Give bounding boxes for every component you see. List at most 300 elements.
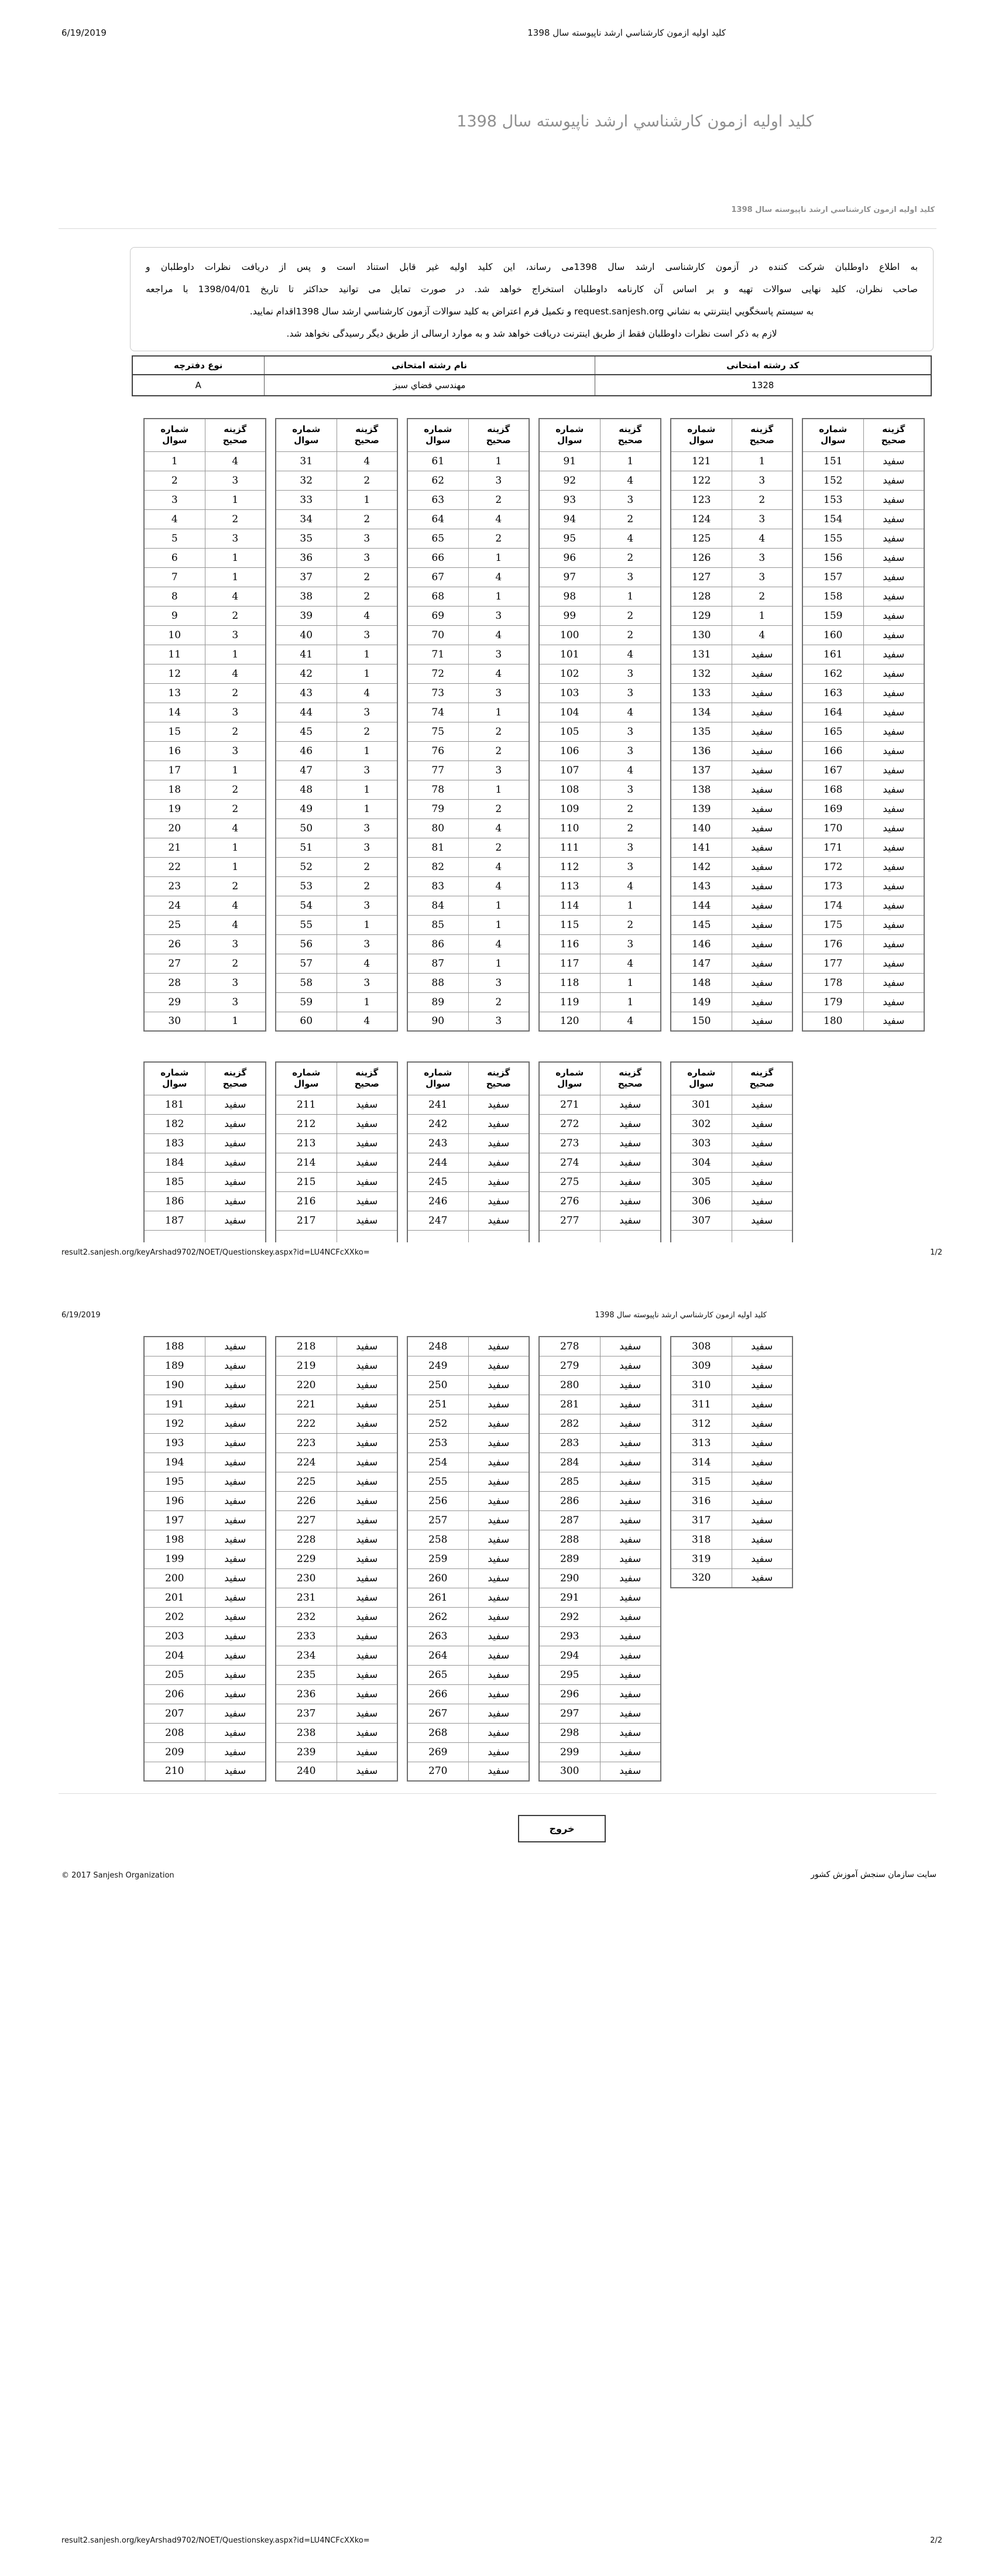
correct-option: 4 [337,606,397,625]
question-number: 31 [276,451,337,471]
correct-option: سفید [863,857,924,876]
answer-col-header: گزینه صحیح [205,1062,266,1095]
exam-name-value: مهندسي فضاي سبز [264,375,595,396]
correct-option: سفید [205,1433,266,1453]
question-number: 212 [276,1114,337,1133]
question-number: 140 [671,818,732,838]
question-number: 225 [276,1472,337,1491]
question-number: 206 [144,1684,205,1704]
question-number: 252 [407,1414,468,1433]
question-number: 216 [276,1191,337,1211]
question-number: 169 [802,799,863,818]
correct-option: سفید [732,703,792,722]
question-number: 237 [276,1704,337,1723]
question-number: 153 [802,490,863,509]
question-number: 74 [407,703,468,722]
correct-option: 1 [732,606,792,625]
question-number: 49 [276,799,337,818]
question-col-header: شماره سوال [671,419,732,451]
question-number: 203 [144,1626,205,1646]
correct-option: 1 [205,838,266,857]
correct-option: 3 [205,529,266,548]
correct-option: 1 [205,567,266,587]
question-number: 133 [671,683,732,703]
correct-option: 3 [337,548,397,567]
correct-option: سفید [732,1395,792,1414]
question-number: 160 [802,625,863,645]
correct-option: 4 [468,625,529,645]
correct-option: 2 [600,625,661,645]
exit-button[interactable]: خروج [518,1815,606,1842]
correct-option: سفید [468,1375,529,1395]
correct-option: سفید [600,1433,661,1453]
answer-table-121-150 [670,418,793,1032]
correct-option: سفید [600,1607,661,1626]
question-number: 208 [144,1723,205,1742]
question-number: 40 [276,625,337,645]
correct-option: 3 [732,471,792,490]
question-number: 314 [671,1453,732,1472]
correct-option: سفید [337,1607,397,1626]
question-number: 35 [276,529,337,548]
correct-option: 1 [205,761,266,780]
question-number: 105 [539,722,600,741]
question-number: 75 [407,722,468,741]
answer-table-31-60 [275,418,398,1032]
correct-option: 2 [205,683,266,703]
question-number: 291 [539,1588,600,1607]
correct-option: 3 [600,741,661,761]
correct-option: 3 [600,490,661,509]
question-number: 99 [539,606,600,625]
question-number: 177 [802,954,863,973]
correct-option: 3 [205,741,266,761]
correct-option: 3 [205,992,266,1012]
question-number: 142 [671,857,732,876]
correct-option: 1 [468,954,529,973]
correct-option: 4 [468,818,529,838]
question-number: 242 [407,1114,468,1133]
question-number [276,1230,337,1242]
correct-option: 2 [337,471,397,490]
question-number: 299 [539,1742,600,1762]
question-number: 78 [407,780,468,799]
correct-option: 3 [337,838,397,857]
question-number: 139 [671,799,732,818]
question-number: 46 [276,741,337,761]
question-number: 12 [144,664,205,683]
correct-option: سفید [337,1375,397,1395]
question-number: 167 [802,761,863,780]
question-number: 157 [802,567,863,587]
correct-option: 4 [600,529,661,548]
answer-table-61-90 [407,418,530,1032]
question-number: 229 [276,1549,337,1568]
question-number: 102 [539,664,600,683]
correct-option: سفید [863,1012,924,1031]
question-number: 226 [276,1491,337,1510]
question-number: 4 [144,509,205,529]
correct-option: سفید [863,992,924,1012]
question-number: 114 [539,896,600,915]
question-number: 273 [539,1133,600,1153]
correct-option: سفید [600,1095,661,1114]
question-col-header: شماره سوال [276,419,337,451]
correct-option: 1 [468,587,529,606]
correct-option: سفید [337,1172,397,1191]
correct-option: 4 [205,664,266,683]
answer-col-header: گزینه صحیح [337,1062,397,1095]
correct-option: سفید [863,954,924,973]
question-number: 294 [539,1646,600,1665]
question-number: 238 [276,1723,337,1742]
question-number: 303 [671,1133,732,1153]
correct-option: 3 [205,934,266,954]
question-number: 25 [144,915,205,934]
question-number: 51 [276,838,337,857]
correct-option: 3 [337,703,397,722]
question-number: 27 [144,954,205,973]
question-number: 5 [144,529,205,548]
question-number: 180 [802,1012,863,1031]
question-number: 125 [671,529,732,548]
correct-option: سفید [468,1472,529,1491]
question-number: 79 [407,799,468,818]
question-number: 207 [144,1704,205,1723]
question-number: 317 [671,1510,732,1530]
question-number: 42 [276,664,337,683]
correct-option: 1 [468,451,529,471]
correct-option: 2 [337,509,397,529]
correct-option: سفید [337,1191,397,1211]
correct-option: سفید [863,973,924,992]
correct-option: سفید [205,1607,266,1626]
correct-option: 1 [468,703,529,722]
correct-option: 3 [468,1012,529,1031]
correct-option: سفید [732,1375,792,1395]
question-number: 23 [144,876,205,896]
question-number: 318 [671,1530,732,1549]
answer-table-301-307 [670,1061,793,1242]
question-number: 48 [276,780,337,799]
answer-col-header: گزینه صحیح [337,419,397,451]
correct-option: سفید [205,1453,266,1472]
correct-option: سفید [337,1684,397,1704]
question-number: 136 [671,741,732,761]
correct-option: 2 [468,722,529,741]
question-number: 319 [671,1549,732,1568]
question-number: 235 [276,1665,337,1684]
question-number: 123 [671,490,732,509]
correct-option: سفید [732,683,792,703]
correct-option: سفید [863,509,924,529]
question-number: 43 [276,683,337,703]
correct-option: سفید [863,722,924,741]
question-number: 134 [671,703,732,722]
correct-option: سفید [468,1453,529,1472]
question-number: 29 [144,992,205,1012]
correct-option: سفید [863,567,924,587]
question-number: 39 [276,606,337,625]
question-number [144,1230,205,1242]
question-number: 248 [407,1337,468,1356]
correct-option: سفید [600,1114,661,1133]
page-subtitle: کلید اولیه ازمون کارشناسي ارشد ناپیوسته سال 1398 [731,205,935,214]
question-number: 132 [671,664,732,683]
correct-option: سفید [863,645,924,664]
question-number: 234 [276,1646,337,1665]
question-number: 272 [539,1114,600,1133]
question-number: 148 [671,973,732,992]
question-number: 65 [407,529,468,548]
correct-option: 3 [205,625,266,645]
correct-option: سفید [468,1114,529,1133]
correct-option: سفید [205,1742,266,1762]
correct-option: 4 [732,529,792,548]
page-title: کلید اولیه ازمون کارشناسي ارشد ناپیوسته سال 1398 [457,112,814,131]
question-number: 94 [539,509,600,529]
question-number: 182 [144,1114,205,1133]
question-number: 198 [144,1530,205,1549]
correct-option: سفید [468,1684,529,1704]
question-number: 45 [276,722,337,741]
correct-option: 1 [468,780,529,799]
correct-option: سفید [337,1211,397,1230]
question-col-header: شماره سوال [144,1062,205,1095]
correct-option: سفید [205,1723,266,1742]
question-number: 88 [407,973,468,992]
question-number: 141 [671,838,732,857]
question-number: 275 [539,1172,600,1191]
correct-option: 2 [205,799,266,818]
question-number: 285 [539,1472,600,1491]
correct-option: 3 [337,625,397,645]
correct-option: سفید [600,1172,661,1191]
question-number: 80 [407,818,468,838]
question-number: 34 [276,509,337,529]
page1-print-header-title: کلید اولیه ازمون کارشناسي ارشد ناپیوسته سال 1398 [527,28,726,38]
question-number: 257 [407,1510,468,1530]
question-number: 175 [802,915,863,934]
answer-col-header: گزینه صحیح [863,419,924,451]
question-number: 217 [276,1211,337,1230]
correct-option: سفید [732,645,792,664]
correct-option: سفید [732,1211,792,1230]
correct-option: سفید [863,529,924,548]
correct-option: 1 [600,973,661,992]
correct-option: 2 [468,529,529,548]
question-number: 20 [144,818,205,838]
question-number: 64 [407,509,468,529]
question-number: 264 [407,1646,468,1665]
correct-option: 1 [337,992,397,1012]
question-number: 204 [144,1646,205,1665]
correct-option: سفید [600,1414,661,1433]
question-number: 129 [671,606,732,625]
answer-col-header: گزینه صحیح [600,419,661,451]
correct-option: 1 [337,645,397,664]
correct-option: 2 [600,799,661,818]
question-number: 240 [276,1762,337,1781]
question-number: 256 [407,1491,468,1510]
question-number: 304 [671,1153,732,1172]
correct-option: سفید [600,1211,661,1230]
question-number: 192 [144,1414,205,1433]
correct-option: سفید [600,1356,661,1375]
question-number: 307 [671,1211,732,1230]
correct-option: سفید [337,1704,397,1723]
correct-option: سفید [337,1510,397,1530]
question-number: 117 [539,954,600,973]
question-number: 227 [276,1510,337,1530]
question-number: 222 [276,1414,337,1433]
question-number: 67 [407,567,468,587]
correct-option: سفید [863,741,924,761]
question-number: 281 [539,1395,600,1414]
question-number: 122 [671,471,732,490]
question-number: 246 [407,1191,468,1211]
question-number: 91 [539,451,600,471]
correct-option: سفید [205,1684,266,1704]
correct-option: سفید [205,1472,266,1491]
correct-option: 4 [732,625,792,645]
question-number: 269 [407,1742,468,1762]
correct-option: 1 [337,915,397,934]
question-col-header: شماره سوال [276,1062,337,1095]
question-number: 179 [802,992,863,1012]
question-number: 310 [671,1375,732,1395]
correct-option: سفید [732,1337,792,1356]
correct-option: 2 [337,857,397,876]
correct-option: سفید [732,1549,792,1568]
correct-option: 3 [337,761,397,780]
question-number: 297 [539,1704,600,1723]
correct-option: سفید [732,1133,792,1153]
question-number: 165 [802,722,863,741]
correct-option: سفید [732,1012,792,1031]
correct-option: سفید [205,1337,266,1356]
correct-option: 3 [337,934,397,954]
question-number: 73 [407,683,468,703]
correct-option: سفید [600,1646,661,1665]
question-number: 90 [407,1012,468,1031]
question-number: 166 [802,741,863,761]
correct-option: 2 [205,722,266,741]
question-col-header: شماره سوال [144,419,205,451]
question-number: 200 [144,1568,205,1588]
question-number: 218 [276,1337,337,1356]
question-number: 197 [144,1510,205,1530]
question-number: 309 [671,1356,732,1375]
question-number: 33 [276,490,337,509]
correct-option: سفید [732,1491,792,1510]
correct-option: 4 [205,915,266,934]
correct-option: 3 [600,722,661,741]
correct-option: 2 [205,876,266,896]
correct-option: سفید [337,1588,397,1607]
question-number: 28 [144,973,205,992]
question-number: 230 [276,1568,337,1588]
question-number: 13 [144,683,205,703]
correct-option: سفید [205,1626,266,1646]
correct-option: 1 [337,780,397,799]
question-number: 187 [144,1211,205,1230]
correct-option: سفید [337,1723,397,1742]
correct-option: سفید [205,1114,266,1133]
correct-option: سفید [732,838,792,857]
question-number: 313 [671,1433,732,1453]
correct-option: سفید [732,761,792,780]
exam-code-header: کد رشته امتحانی [595,356,931,375]
correct-option: سفید [863,761,924,780]
correct-option: سفید [732,1356,792,1375]
correct-option: سفید [337,1530,397,1549]
question-number: 115 [539,915,600,934]
correct-option: سفید [468,1646,529,1665]
correct-option: سفید [600,1453,661,1472]
correct-option: 3 [205,703,266,722]
correct-option: سفید [205,1491,266,1510]
correct-option: سفید [863,664,924,683]
question-number: 106 [539,741,600,761]
question-number: 17 [144,761,205,780]
correct-option: سفید [732,915,792,934]
correct-option: 3 [468,761,529,780]
correct-option: 1 [732,451,792,471]
question-number: 66 [407,548,468,567]
question-col-header: شماره سوال [407,1062,468,1095]
question-number: 116 [539,934,600,954]
question-number: 124 [671,509,732,529]
page1-print-date: 6/19/2019 [61,28,107,38]
answer-table-188-210 [143,1336,266,1782]
question-col-header: شماره سوال [539,1062,600,1095]
correct-option: سفید [468,1607,529,1626]
question-number: 112 [539,857,600,876]
correct-option: سفید [732,1114,792,1133]
question-number: 183 [144,1133,205,1153]
exam-info-table [132,355,932,396]
question-number: 128 [671,587,732,606]
question-number: 205 [144,1665,205,1684]
question-number: 22 [144,857,205,876]
question-number: 53 [276,876,337,896]
correct-option: 1 [468,896,529,915]
question-number: 9 [144,606,205,625]
question-number: 201 [144,1588,205,1607]
question-number: 87 [407,954,468,973]
correct-option: سفید [205,1414,266,1433]
question-number: 119 [539,992,600,1012]
question-number: 52 [276,857,337,876]
correct-option: سفید [732,1172,792,1191]
correct-option: سفید [863,471,924,490]
correct-option: سفید [468,1095,529,1114]
question-number: 247 [407,1211,468,1230]
question-number: 289 [539,1549,600,1568]
correct-option: سفید [205,1356,266,1375]
exam-code-value: 1328 [595,375,931,396]
question-number: 159 [802,606,863,625]
correct-option: 2 [337,567,397,587]
question-number: 24 [144,896,205,915]
notice-line: صاحب نظران، کلید نهایی سوالات تهیه و بر اساس آن کارنامه داوطلبان استخراج خواهد شد. در صورت تمایل می توانید حداکثر تا تاریخ 1398/04/01 با مراجعه [146,284,918,294]
question-number: 312 [671,1414,732,1433]
question-number: 232 [276,1607,337,1626]
correct-option: سفید [205,1588,266,1607]
correct-option: سفید [205,1704,266,1723]
correct-option: 3 [468,645,529,664]
